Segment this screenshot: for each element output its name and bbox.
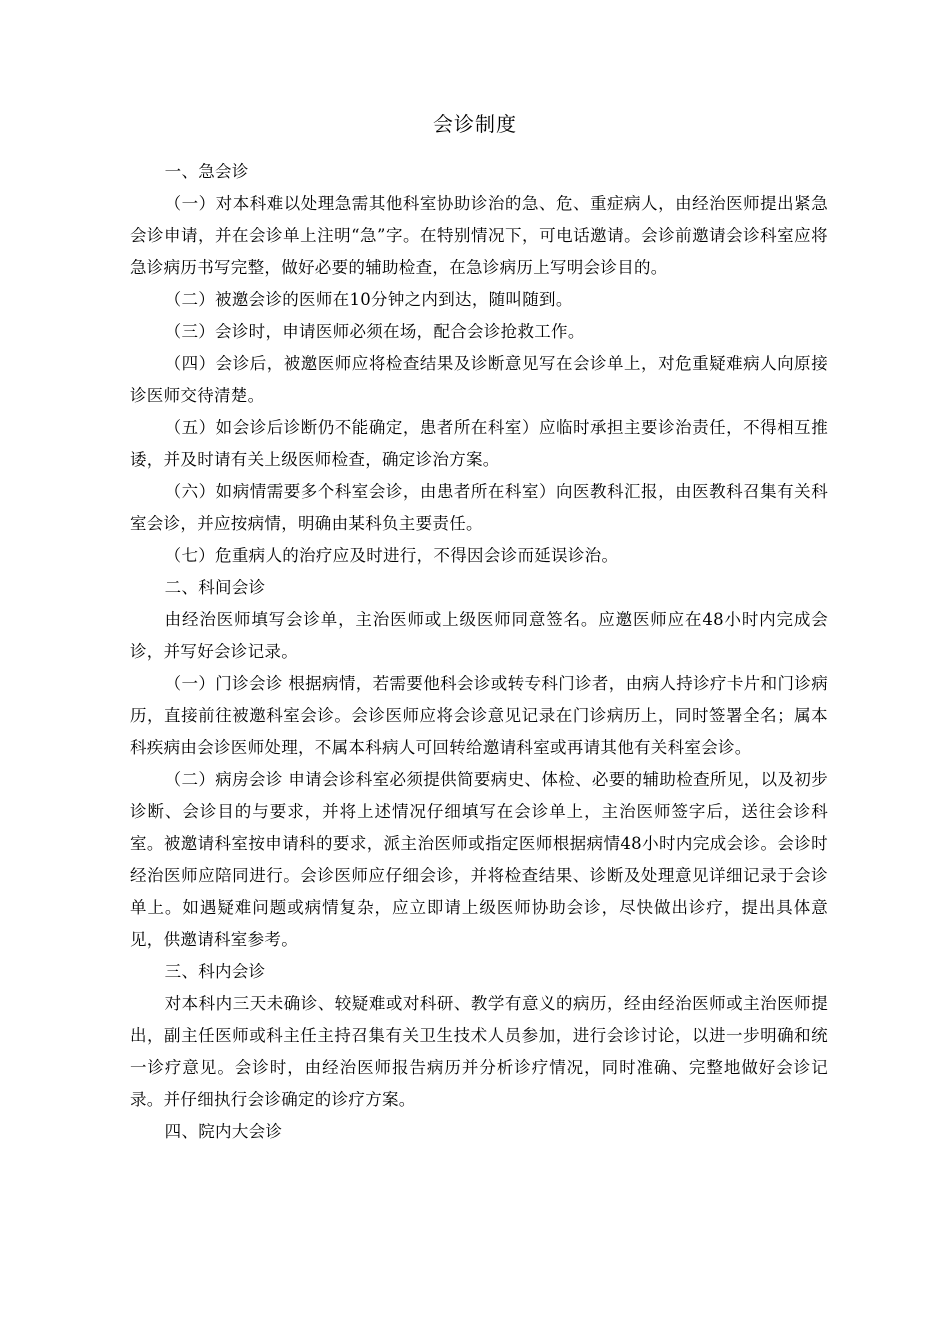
paragraph: （六）如病情需要多个科室会诊，由患者所在科室）向医教科汇报，由医教科召集有关科室会诊，并应按病情，明确由某科负主要责任。 [130, 482, 828, 533]
paragraph: （二）被邀会诊的医师在10分钟之内到达，随叫随到。 [164, 290, 573, 309]
paragraph: （七）危重病人的治疗应及时进行，不得因会诊而延误诊治。 [164, 546, 619, 565]
paragraph: 对本科内三天未确诊、较疑难或对科研、教学有意义的病历，经由经治医师或主治医师提出，副主任医师或科主任主持召集有关卫生技术人员参加，进行会诊讨论，以进一步明确和统一诊疗意见。会诊时，由经治医师报告病历并分析诊疗情况，同时准确、完整地做好会诊记录。并仔细执行会诊确定的诊疗方案。 [130, 994, 828, 1109]
paragraph: （三）会诊时，申请医师必须在场，配合会诊抢救工作。 [164, 322, 585, 341]
page-title: 会诊制度 [433, 112, 517, 136]
paragraph: （五）如会诊后诊断仍不能确定，患者所在科室）应临时承担主要诊治责任，不得相互推诿，并及时请有关上级医师检查，确定诊治方案。 [130, 418, 828, 469]
section-heading-intradepartment: 三、科内会诊 [164, 962, 266, 981]
section-heading-interdepartment: 二、科间会诊 [164, 578, 266, 597]
section-heading-emergency: 一、急会诊 [164, 162, 249, 181]
paragraph: （四）会诊后，被邀医师应将检查结果及诊断意见写在会诊单上，对危重疑难病人向原接诊医师交待清楚。 [130, 354, 828, 405]
section-heading-hospital-wide: 四、院内大会诊 [164, 1122, 283, 1141]
document-body [130, 156, 828, 1148]
paragraph: （一）门诊会诊 根据病情，若需要他科会诊或转专科门诊者，由病人持诊疗卡片和门诊病历，直接前往被邀科室会诊。会诊医师应将会诊意见记录在门诊病历上，同时签署全名；属本科疾病由会诊医师处理，不属本科病人可回转给邀请科室或再请其他有关科室会诊。 [130, 674, 828, 757]
paragraph: （一）对本科难以处理急需其他科室协助诊治的急、危、重症病人，由经治医师提出紧急会诊申请，并在会诊单上注明“急”字。在特别情况下，可电话邀请。会诊前邀请会诊科室应将急诊病历书写完整，做好必要的辅助检查，在急诊病历上写明会诊目的。 [130, 194, 828, 277]
paragraph: （二）病房会诊 申请会诊科室必须提供简要病史、体检、必要的辅助检查所见，以及初步诊断、会诊目的与要求，并将上述情况仔细填写在会诊单上，主治医师签字后，送往会诊科室。被邀请科室按申请科的要求，派主治医师或指定医师根据病情48小时内完成会诊。会诊时经治医师应陪同进行。会诊医师应仔细会诊，并将检查结果、诊断及处理意见详细记录于会诊单上。如遇疑难问题或病情复杂，应立即请上级医师协助会诊，尽快做出诊疗，提出具体意见，供邀请科室参考。 [130, 770, 828, 949]
paragraph: 由经治医师填写会诊单，主治医师或上级医师同意签名。应邀医师应在48小时内完成会诊，并写好会诊记录。 [130, 610, 828, 661]
